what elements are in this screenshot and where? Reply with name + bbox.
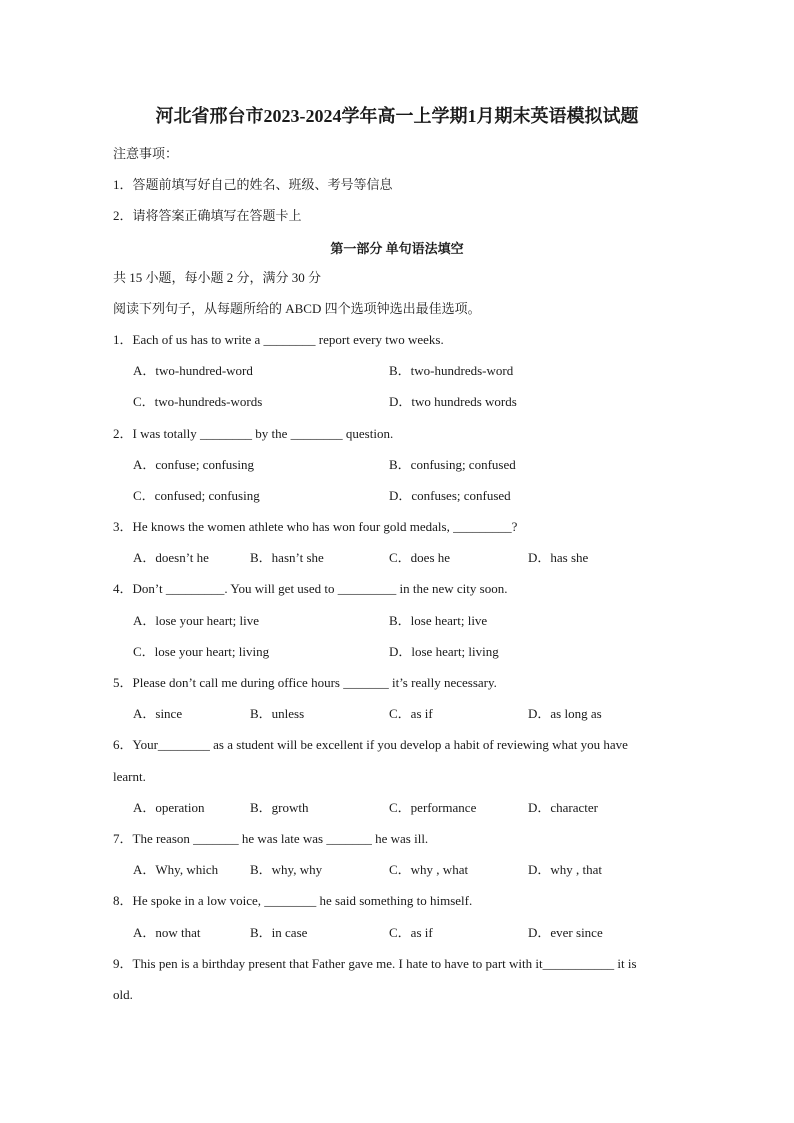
instructions: 阅读下列句子，从每题所给的 ABCD 四个选项钟选出最佳选项。 xyxy=(113,301,481,316)
option-a: A．since xyxy=(133,706,183,721)
notice-item: 1．答题前填写好自己的姓名、班级、考号等信息 xyxy=(113,177,393,192)
question-stem: 1．Each of us has to write a ________ report every two weeks. xyxy=(113,332,444,347)
option-d: D．lose heart; living xyxy=(389,644,499,659)
page-title: 河北省邢台市2023-2024学年高一上学期1月期末英语模拟试题 xyxy=(155,106,639,126)
option-c: C．does he xyxy=(389,550,451,565)
option-d: D．confuses; confused xyxy=(389,488,511,503)
option-a: A．lose your heart; live xyxy=(133,613,259,628)
question-stem: 9．This pen is a birthday present that Father gave me. I hate to have to part with it___________ it is xyxy=(113,956,637,971)
option-c: C．as if xyxy=(389,706,433,721)
option-a: A．operation xyxy=(133,800,205,815)
option-b: B．lose heart; live xyxy=(389,613,488,628)
option-c: C．two-hundreds-words xyxy=(133,394,263,409)
question-stem-continued: old. xyxy=(113,987,133,1002)
option-b: B．in case xyxy=(250,925,308,940)
option-b: B．growth xyxy=(250,800,309,815)
question-stem: 6．Your________ as a student will be excellent if you develop a habit of reviewing what you have xyxy=(113,737,628,752)
question-stem: 5．Please don’t call me during office hours _______ it’s really necessary. xyxy=(113,675,497,690)
option-d: D．why , that xyxy=(528,862,603,877)
option-d: D．two hundreds words xyxy=(389,394,517,409)
option-c: C．confused; confusing xyxy=(133,488,260,503)
option-a: A．Why, which xyxy=(133,862,219,877)
section-info: 共 15 小题，每小题 2 分，满分 30 分 xyxy=(113,270,322,285)
option-c: C．why , what xyxy=(389,862,469,877)
question-stem: 7．The reason _______ he was late was _______ he was ill. xyxy=(113,831,429,846)
option-b: B．why, why xyxy=(250,862,323,877)
option-d: D．character xyxy=(528,800,599,815)
option-b: B．unless xyxy=(250,706,305,721)
section-title: 第一部分 单句语法填空 xyxy=(330,241,464,256)
option-c: C．performance xyxy=(389,800,477,815)
question-stem: 3．He knows the women athlete who has won four gold medals, _________? xyxy=(113,519,518,534)
question-stem-continued: learnt. xyxy=(113,769,146,784)
notice-item: 2．请将答案正确填写在答题卡上 xyxy=(113,208,302,223)
option-c: C．lose your heart; living xyxy=(133,644,270,659)
option-c: C．as if xyxy=(389,925,433,940)
option-a: A．two-hundred-word xyxy=(133,363,253,378)
option-d: D．ever since xyxy=(528,925,603,940)
option-a: A．now that xyxy=(133,925,201,940)
option-b: B．two-hundreds-word xyxy=(389,363,514,378)
option-d: D．as long as xyxy=(528,706,602,721)
notice-heading: 注意事项： xyxy=(113,146,179,161)
question-stem: 4．Don’t _________. You will get used to _________ in the new city soon. xyxy=(113,581,508,596)
option-b: B．confusing; confused xyxy=(389,457,516,472)
question-stem: 2．I was totally ________ by the ________ question. xyxy=(113,426,394,441)
option-a: A．confuse; confusing xyxy=(133,457,254,472)
option-a: A．doesn’t he xyxy=(133,550,209,565)
question-stem: 8．He spoke in a low voice, ________ he said something to himself. xyxy=(113,893,473,908)
option-b: B．hasn’t she xyxy=(250,550,324,565)
option-d: D．has she xyxy=(528,550,589,565)
